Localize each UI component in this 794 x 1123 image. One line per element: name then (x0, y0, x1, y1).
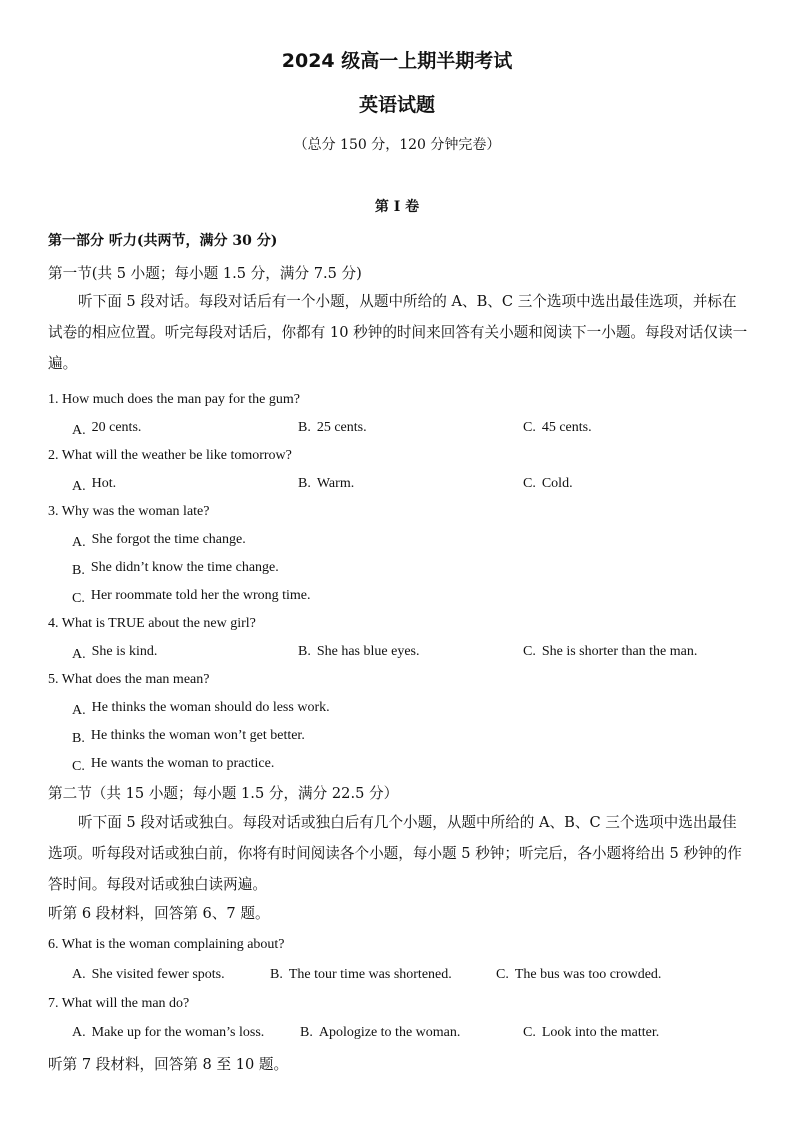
question-3-option-c[interactable] (72, 588, 311, 604)
option-label: C. (72, 759, 85, 774)
option-label: B. (72, 563, 85, 578)
option-label: C. (523, 476, 536, 491)
question-2-option-b[interactable] (298, 476, 354, 492)
option-label: C. (523, 644, 536, 659)
option-text: The tour time was shortened. (288, 967, 452, 982)
question-1-stem: 1. How much does the man pay for the gum? (48, 392, 300, 407)
option-label: A. (72, 535, 86, 550)
question-1-option-b[interactable] (298, 420, 367, 436)
question-7-option-c[interactable] (523, 1025, 659, 1041)
option-text: Warm. (316, 476, 355, 491)
question-3-stem: 3. Why was the woman late? (48, 504, 210, 519)
exam-title: 2024 级高一上期半期考试 (281, 50, 513, 72)
question-6-stem: 6. What is the woman complaining about? (48, 937, 285, 952)
question-5-stem: 5. What does the man mean? (48, 672, 210, 687)
option-text: 20 cents. (91, 420, 142, 435)
option-text: She forgot the time change. (91, 532, 246, 547)
option-text: He thinks the woman won’t get better. (90, 728, 305, 743)
question-4-option-a[interactable] (72, 644, 157, 660)
option-text: Make up for the woman’s loss. (91, 1025, 265, 1040)
question-2-option-c[interactable] (523, 476, 573, 492)
option-text: She has blue eyes. (316, 644, 420, 659)
option-text: The bus was too crowded. (514, 967, 662, 982)
option-label: A. (72, 703, 86, 718)
option-text: Hot. (91, 476, 117, 491)
option-text: He wants the woman to practice. (90, 756, 275, 771)
option-label: C. (523, 1025, 536, 1040)
question-7-option-b[interactable] (300, 1025, 460, 1041)
option-label: B. (72, 731, 85, 746)
option-label: A. (72, 423, 86, 438)
option-text: 45 cents. (541, 420, 592, 435)
option-text: Apologize to the woman. (318, 1025, 461, 1040)
section2-heading: 第二节（共 15 小题；每小题 1.5 分，满分 22.5 分） (48, 785, 399, 802)
question-3-option-a[interactable] (72, 532, 246, 548)
exam-score-note: （总分 150 分，120 分钟完卷） (293, 137, 501, 153)
question-5-option-b[interactable] (72, 728, 305, 744)
question-6-option-a[interactable] (72, 967, 225, 983)
option-label: A. (72, 479, 86, 494)
option-text: She is shorter than the man. (541, 644, 698, 659)
question-4-option-b[interactable] (298, 644, 420, 660)
option-text: Look into the matter. (541, 1025, 660, 1040)
option-label: A. (72, 647, 86, 662)
option-label: A. (72, 967, 86, 982)
option-text: Cold. (541, 476, 573, 491)
section1-heading: 第一节(共 5 小题；每小题 1.5 分，满分 7.5 分) (48, 265, 362, 282)
option-label: C. (72, 591, 85, 606)
question-2-stem: 2. What will the weather be like tomorrow? (48, 448, 292, 463)
option-label: C. (523, 420, 536, 435)
option-label: B. (298, 476, 311, 491)
question-7-option-a[interactable] (72, 1025, 264, 1041)
part1-heading: 第一部分 听力(共两节，满分 30 分) (48, 233, 278, 249)
option-text: Her roommate told her the wrong time. (90, 588, 311, 603)
volume-heading: 第 I 卷 (374, 199, 420, 215)
question-4-option-c[interactable] (523, 644, 697, 660)
question-5-option-a[interactable] (72, 700, 330, 716)
option-text: He thinks the woman should do less work. (91, 700, 330, 715)
question-2-option-a[interactable] (72, 476, 116, 492)
option-text: She is kind. (91, 644, 158, 659)
question-7-stem: 7. What will the man do? (48, 996, 190, 1011)
option-label: C. (496, 967, 509, 982)
option-label: B. (300, 1025, 313, 1040)
option-text: She didn’t know the time change. (90, 560, 279, 575)
question-3-option-b[interactable] (72, 560, 279, 576)
option-label: B. (298, 420, 311, 435)
question-4-stem: 4. What is TRUE about the new girl? (48, 616, 256, 631)
option-text: 25 cents. (316, 420, 367, 435)
option-text: She visited fewer spots. (91, 967, 225, 982)
section2-instructions: 听下面 5 段对话或独白。每段对话或独白后有几个小题，从题中所给的 A、B、C 三个选项中选出最佳选项。听每段对话或独白前，你将有时间阅读各个小题，每小题 5 秒钟；听完后，各小题将给出 5 秒钟的作答时间。每段对话或独白读两遍。 (48, 814, 742, 893)
material-7-note: 听第 7 段材料，回答第 8 至 10 题。 (48, 1056, 289, 1073)
question-6-option-b[interactable] (270, 967, 452, 983)
option-label: B. (298, 644, 311, 659)
option-label: A. (72, 1025, 86, 1040)
question-6-option-c[interactable] (496, 967, 661, 983)
material-6-note: 听第 6 段材料，回答第 6、7 题。 (48, 905, 270, 922)
question-1-option-c[interactable] (523, 420, 592, 436)
question-1-option-a[interactable] (72, 420, 141, 436)
section1-instructions: 听下面 5 段对话。每段对话后有一个小题，从题中所给的 A、B、C 三个选项中选出最佳选项，并标在试卷的相应位置。听完每段对话后，你都有 10 秒钟的时间来回答有关小题和阅读下一小题。每段对话仅读一遍。 (48, 293, 748, 372)
question-5-option-c[interactable] (72, 756, 274, 772)
option-label: B. (270, 967, 283, 982)
exam-subject: 英语试题 (358, 94, 435, 116)
